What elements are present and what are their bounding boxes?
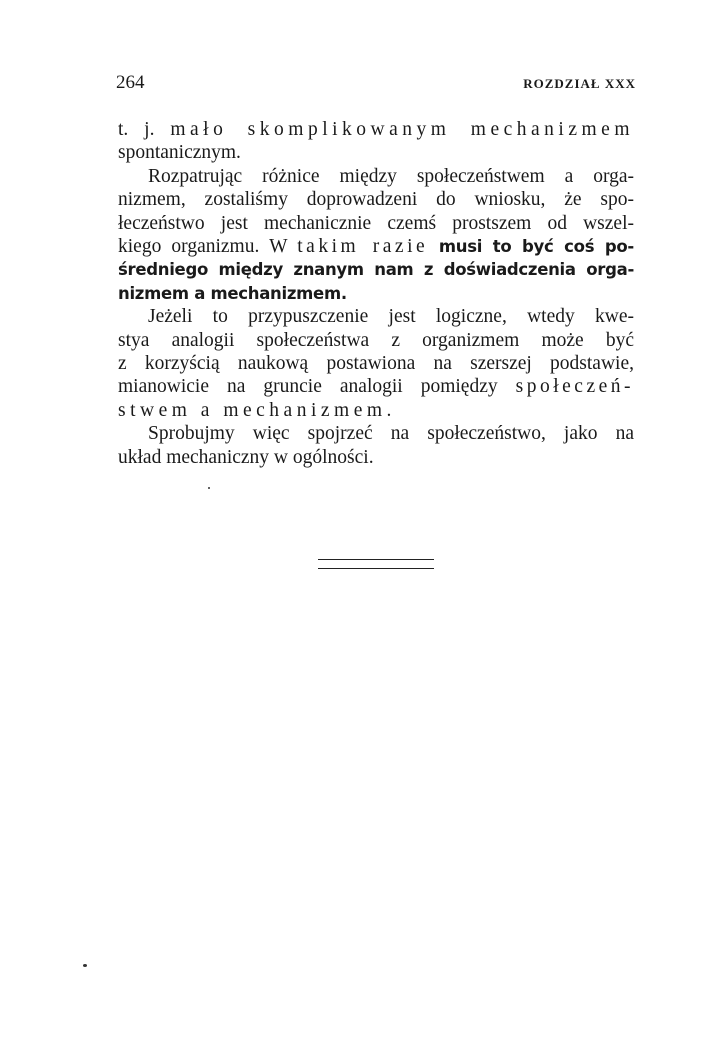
- paragraph-2: [118, 165, 634, 305]
- text-segment: t. j.: [118, 119, 171, 140]
- text-line: [118, 235, 634, 258]
- text-line: łeczeństwo jest mechanicznie czemś prostszem od wszel-: [118, 212, 634, 234]
- paragraph-4: [118, 422, 634, 469]
- paragraph-1: [118, 118, 634, 165]
- text-segment: kiego organizmu. W: [118, 236, 298, 258]
- text-line: Jeżeli to przypuszczenie jest logiczne, wtedy kwe-: [148, 306, 634, 328]
- running-head: ROZDZIAŁ XXX: [523, 76, 636, 91]
- body-text: [118, 118, 634, 469]
- section-end-rule-top: [318, 559, 434, 560]
- speck-mark: [208, 487, 210, 489]
- text-line: Sprobujmy więc spojrzeć na społeczeństwo, jako na: [148, 423, 634, 445]
- text-line: z korzyścią naukową postawiona na szerszej podstawie,: [118, 353, 634, 375]
- page-number: 264: [116, 72, 145, 93]
- text-line: [118, 375, 634, 398]
- paragraph-3: [118, 305, 634, 422]
- bold-text: musi to być coś po-: [428, 237, 634, 257]
- spaced-text: mało skomplikowanym mechanizmem: [170, 119, 634, 140]
- bold-text-line: średniego między znanym nam z doświadczenia orga-: [118, 260, 634, 280]
- spaced-text: takim razie: [297, 236, 429, 258]
- text-segment: mianowicie na gruncie analogii pomiędzy: [118, 376, 516, 398]
- text-line: układ mechaniczny w ogólności.: [118, 446, 374, 468]
- speck-mark: [83, 964, 87, 967]
- bold-text-line: nizmem a mechanizmem.: [118, 283, 347, 303]
- text-line: spontanicznym.: [118, 142, 241, 164]
- text-line: nizmem, zostaliśmy doprowadzeni do wniosku, że spo-: [118, 189, 634, 211]
- text-line: Rozpatrując różnice między społeczeństwem a orga-: [148, 165, 634, 187]
- spaced-text: społeczeń-: [515, 376, 634, 398]
- section-end-rule-bottom: [318, 568, 434, 569]
- spaced-text-line: stwem a mechanizmem.: [118, 399, 396, 421]
- text-line: stya analogii społeczeństwa z organizmem może być: [118, 329, 634, 351]
- text-line: [118, 118, 634, 141]
